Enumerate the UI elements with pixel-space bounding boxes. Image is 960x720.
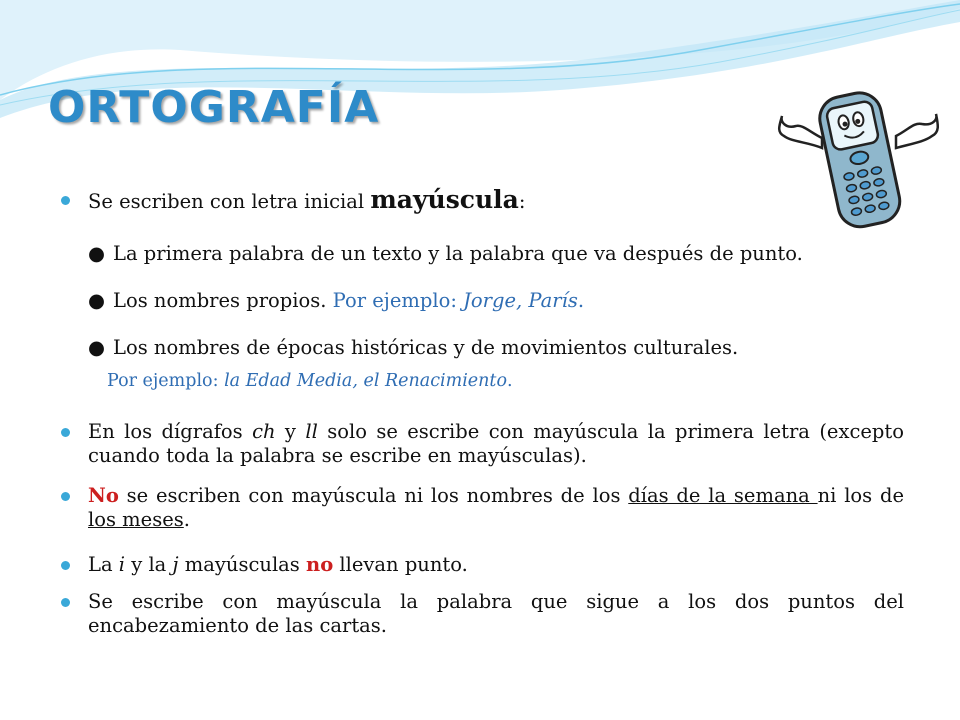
bullet-marker xyxy=(61,492,70,501)
emphasis-no: no xyxy=(306,553,334,576)
text-segment: . xyxy=(183,508,190,531)
bullet-capital-letter-rule xyxy=(88,185,904,214)
bullet-marker xyxy=(61,428,70,437)
underlined-days-of-week: días de la semana xyxy=(628,484,818,507)
bullet-marker xyxy=(61,196,70,205)
sub-item-first-word xyxy=(88,242,803,266)
digraph-ch: ch xyxy=(252,420,276,443)
letter-i: i xyxy=(118,553,126,576)
example-label: Por ejemplo: xyxy=(107,371,225,391)
sub-item-text: La primera palabra de un texto y la palabra que va después de punto. xyxy=(113,242,803,265)
example-label: Por ejemplo: xyxy=(332,289,464,312)
example-end: . xyxy=(577,289,585,312)
text-segment: solo se escribe con mayúscula la primera letra (excepto cuando toda la palabra se escribe en mayúsculas). xyxy=(88,420,904,467)
text-segment: y xyxy=(275,420,306,443)
bullet-marker xyxy=(61,598,70,607)
text-segment: ni los de xyxy=(817,484,905,507)
round-bullet-icon: ● xyxy=(88,336,106,359)
text-segment: llevan punto. xyxy=(333,553,468,576)
bullet-marker xyxy=(61,561,70,570)
example-text: la Edad Media, el Renacimiento xyxy=(224,371,508,391)
bullet-letters-rule xyxy=(88,590,904,638)
slide-title: ORTOGRAFÍA xyxy=(48,82,380,133)
round-bullet-icon: ● xyxy=(88,242,106,265)
intro-bold-word: mayúscula xyxy=(370,185,519,214)
bullet-days-months-rule xyxy=(88,484,904,532)
text-segment: Se escribe con mayúscula la palabra que sigue a los dos puntos del encabezamiento de las cartas. xyxy=(88,590,904,637)
sub-item-text: Los nombres de épocas históricas y de movimientos culturales. xyxy=(113,336,739,359)
bullet-digraphs-rule xyxy=(88,420,904,468)
text-segment: La xyxy=(88,553,119,576)
example-text: Jorge, París xyxy=(463,289,578,312)
intro-text: Se escriben con letra inicial xyxy=(88,190,371,213)
text-segment: mayúsculas xyxy=(178,553,307,576)
round-bullet-icon: ● xyxy=(88,289,106,312)
underlined-months: los meses xyxy=(88,508,184,531)
text-segment: se escriben con mayúscula ni los nombres de los xyxy=(118,484,629,507)
emphasis-no: No xyxy=(88,484,119,507)
bullet-i-j-rule xyxy=(88,553,904,577)
intro-colon: : xyxy=(518,190,526,213)
letter-j: j xyxy=(172,553,179,576)
example-end: . xyxy=(507,371,513,391)
sub-item-proper-names xyxy=(88,289,584,313)
sub-item-historical-epochs xyxy=(88,336,738,360)
digraph-ll: ll xyxy=(305,420,318,443)
text-segment: En los dígrafos xyxy=(88,420,253,443)
text-segment: y la xyxy=(125,553,173,576)
sub-item-text: Los nombres propios. xyxy=(113,289,333,312)
sub-item-epochs-example xyxy=(107,369,513,393)
